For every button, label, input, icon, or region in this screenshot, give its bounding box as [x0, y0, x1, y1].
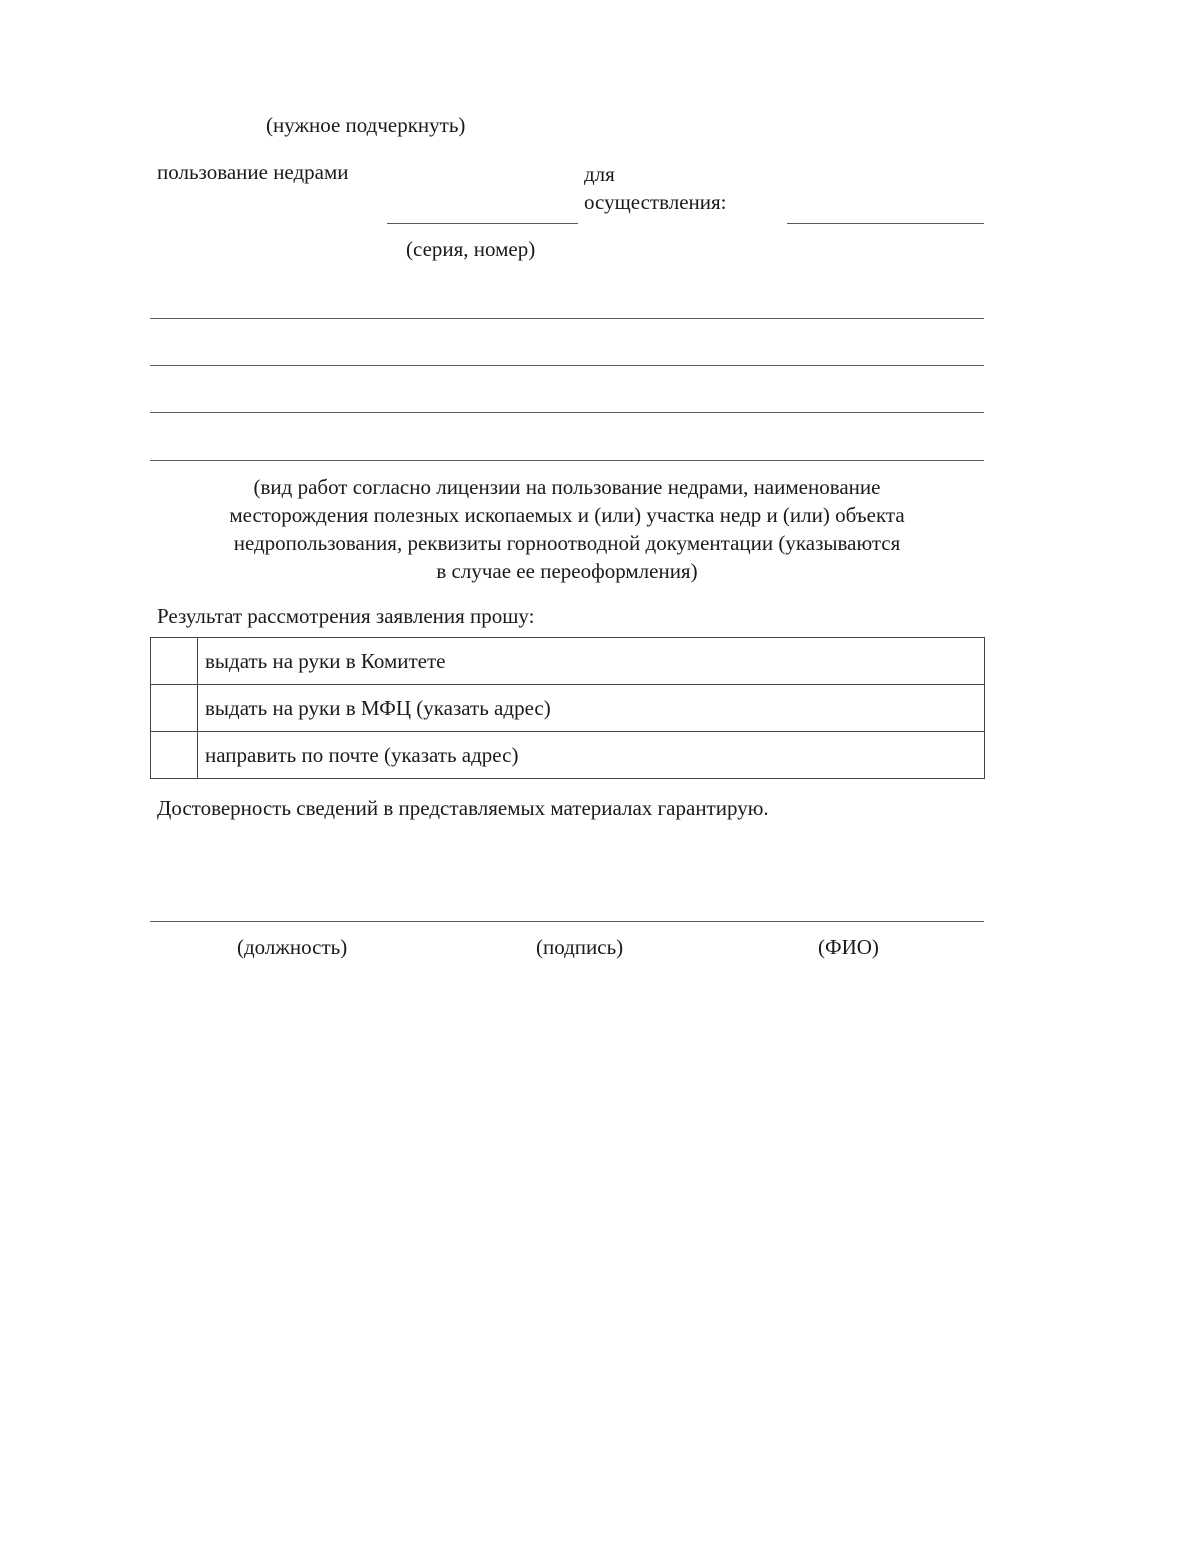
option-label-mail: направить по почте (указать адрес) [198, 732, 985, 779]
option-checkbox-mail[interactable] [151, 732, 198, 779]
implementation-field[interactable] [787, 223, 984, 224]
signature-line[interactable] [150, 921, 984, 922]
name-caption: (ФИО) [818, 935, 879, 959]
option-checkbox-mfc[interactable] [151, 685, 198, 732]
checkbox[interactable] [151, 685, 197, 731]
for-label: для [584, 162, 615, 186]
work-description-line-1[interactable] [150, 318, 984, 319]
signature-caption: (подпись) [536, 935, 624, 959]
work-description-caption-line: в случае ее переоформления) [436, 559, 698, 583]
option-checkbox-committee[interactable] [151, 638, 198, 685]
option-label-committee: выдать на руки в Комитете [198, 638, 985, 685]
work-description-caption-line: (вид работ согласно лицензии на пользование недрами, наименование [253, 475, 881, 499]
series-number-caption: (серия, номер) [406, 237, 536, 261]
work-description-caption-line: недропользования, реквизиты горноотводной документации (указываются [233, 531, 901, 555]
position-caption: (должность) [237, 935, 348, 959]
work-description-line-3[interactable] [150, 412, 984, 413]
result-options-table [150, 637, 985, 779]
work-description-caption-line: месторождения полезных ископаемых и (или) участка недр и (или) объекта [229, 503, 905, 527]
work-description-line-4[interactable] [150, 460, 984, 461]
checkbox[interactable] [151, 732, 197, 778]
table-row [151, 732, 985, 779]
result-heading: Результат рассмотрения заявления прошу: [157, 604, 535, 628]
work-description-line-2[interactable] [150, 365, 984, 366]
table-row [151, 685, 985, 732]
checkbox[interactable] [151, 638, 197, 684]
guarantee-statement: Достоверность сведений в представляемых материалах гарантирую. [157, 796, 769, 820]
series-number-field[interactable] [387, 223, 578, 224]
underline-note: (нужное подчеркнуть) [266, 113, 466, 137]
work-description-caption [150, 473, 984, 585]
option-label-mfc: выдать на руки в МФЦ (указать адрес) [198, 685, 985, 732]
table-row [151, 638, 985, 685]
implementation-label: осуществления: [584, 190, 727, 214]
subsoil-use-label: пользование недрами [157, 160, 349, 184]
